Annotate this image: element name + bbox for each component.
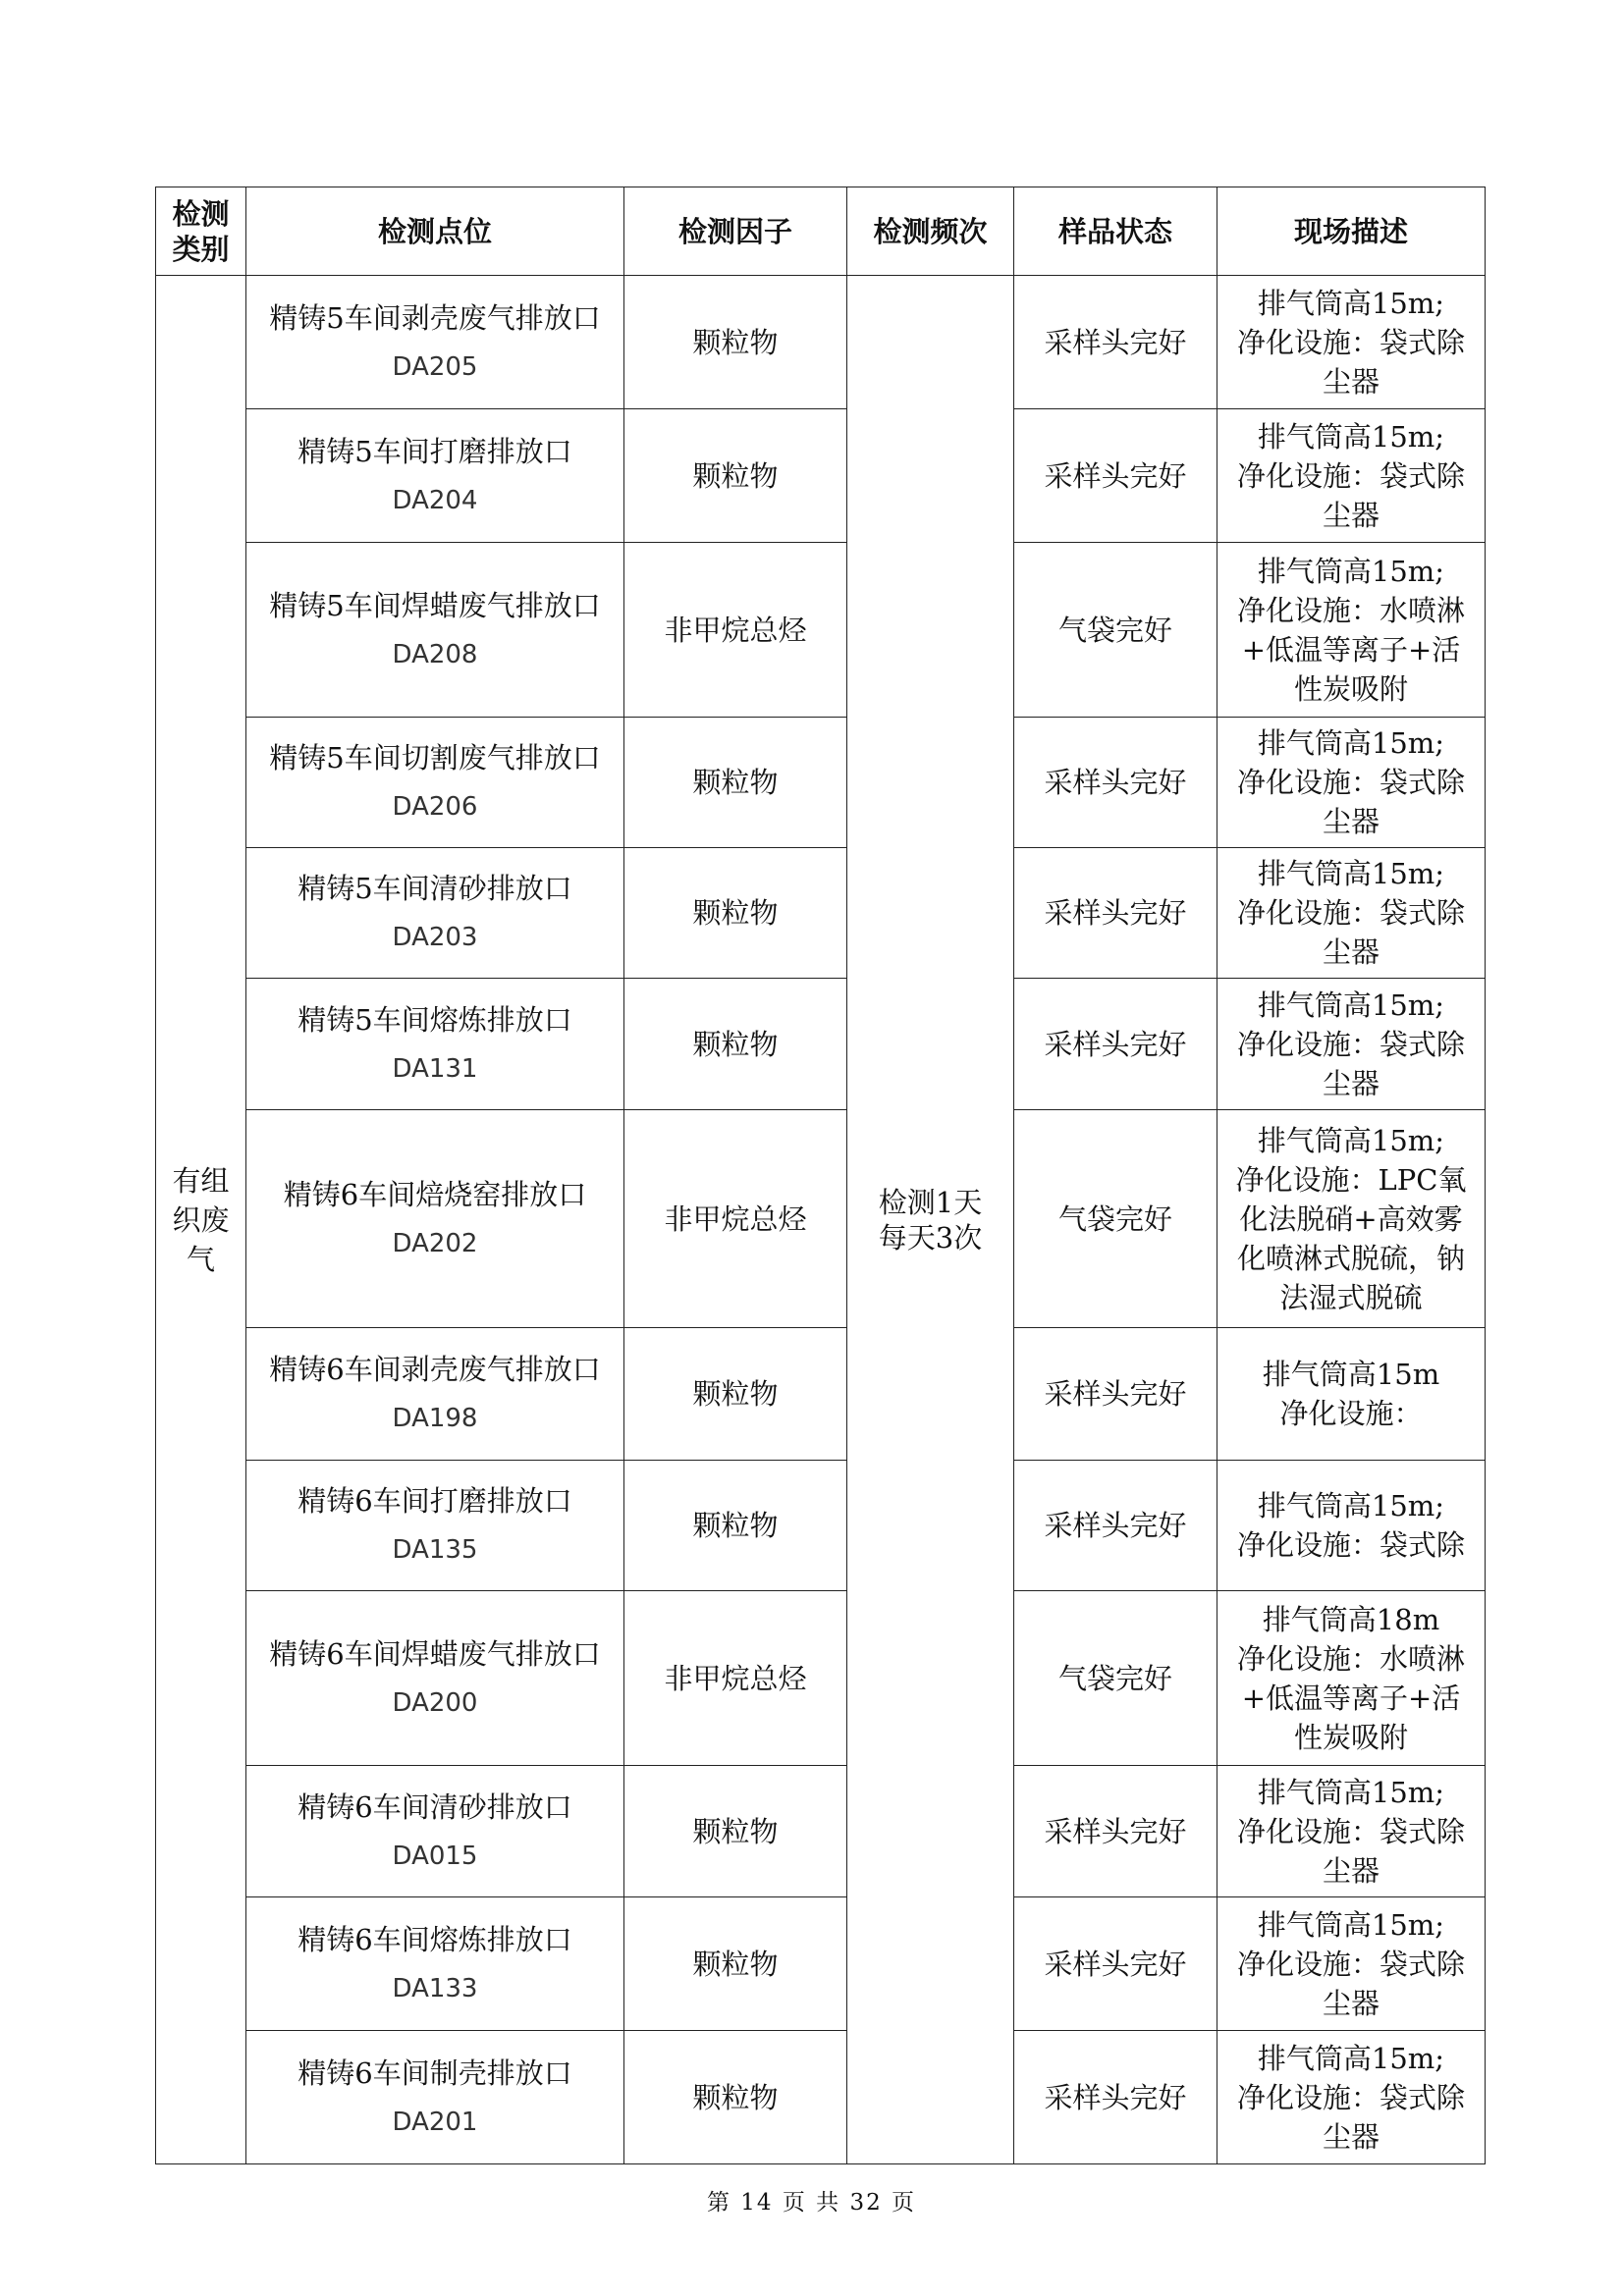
table-row <box>156 543 1486 718</box>
table-row <box>156 718 1486 848</box>
description-cell <box>1217 1461 1486 1591</box>
description-line: 净化设施： <box>1279 1397 1423 1430</box>
point-name: 精铸5车间熔炼排放口 <box>298 1002 572 1037</box>
point-name: 精铸6车间清砂排放口 <box>298 1789 572 1824</box>
description-line: 净化设施：水喷淋 <box>1236 593 1465 627</box>
point-code: DA131 <box>392 1053 478 1084</box>
point-cell <box>246 543 624 718</box>
description-line: 尘器 <box>1322 364 1380 399</box>
description-line: 排气筒高15m; <box>1257 1775 1445 1809</box>
factor-cell: 非甲烷总烃 <box>624 1591 847 1766</box>
point-code: DA205 <box>392 351 478 382</box>
state-cell: 气袋完好 <box>1014 1110 1217 1328</box>
table-row <box>156 409 1486 543</box>
description-cell <box>1217 1328 1486 1461</box>
point-cell <box>246 1766 624 1897</box>
description-cell <box>1217 543 1486 718</box>
table-row <box>156 1461 1486 1591</box>
point-code: DA133 <box>392 1973 478 2003</box>
header-row <box>156 187 1486 276</box>
description-line: 尘器 <box>1322 805 1380 838</box>
header-description: 现场描述 <box>1217 187 1486 276</box>
point-name: 精铸6车间打磨排放口 <box>298 1484 572 1518</box>
category-cell: 有组 织废 气 <box>156 276 246 2164</box>
description-line: 尘器 <box>1322 935 1380 969</box>
table-row <box>156 1328 1486 1461</box>
factor-cell: 颗粒物 <box>624 409 847 543</box>
table-row <box>156 1591 1486 1766</box>
point-cell <box>246 848 624 979</box>
description-cell <box>1217 979 1486 1110</box>
point-cell <box>246 1897 624 2031</box>
table-row <box>156 1897 1486 2031</box>
state-cell: 采样头完好 <box>1014 1328 1217 1461</box>
state-cell: 采样头完好 <box>1014 718 1217 848</box>
table-row <box>156 979 1486 1110</box>
factor-cell: 非甲烷总烃 <box>624 1110 847 1328</box>
frequency-cell: 检测1天 每天3次 <box>847 276 1014 2164</box>
point-code: DA204 <box>392 485 478 515</box>
point-cell <box>246 409 624 543</box>
state-cell: 采样头完好 <box>1014 1766 1217 1897</box>
state-cell: 采样头完好 <box>1014 1461 1217 1591</box>
point-name: 精铸6车间制壳排放口 <box>298 2056 572 2090</box>
description-cell <box>1217 1766 1486 1897</box>
point-name: 精铸5车间焊蜡废气排放口 <box>269 588 601 622</box>
point-cell <box>246 276 624 409</box>
factor-cell: 颗粒物 <box>624 848 847 979</box>
description-cell <box>1217 2031 1486 2164</box>
state-cell: 采样头完好 <box>1014 848 1217 979</box>
description-line: 排气筒高15m <box>1262 1358 1440 1391</box>
point-cell <box>246 2031 624 2164</box>
point-name: 精铸5车间清砂排放口 <box>298 872 572 905</box>
description-line: 净化设施：袋式除 <box>1236 766 1465 799</box>
header-frequency: 检测频次 <box>847 187 1014 276</box>
point-cell <box>246 1591 624 1766</box>
point-code: DA203 <box>392 923 478 952</box>
point-code: DA202 <box>392 1228 478 1258</box>
point-name: 精铸5车间切割废气排放口 <box>269 741 601 774</box>
point-name: 精铸6车间剥壳废气排放口 <box>269 1353 601 1386</box>
description-line: 排气筒高18m <box>1262 1602 1440 1636</box>
description-cell <box>1217 409 1486 543</box>
point-cell <box>246 1328 624 1461</box>
description-line: 净化设施：袋式除 <box>1236 1027 1465 1061</box>
description-line: 净化设施：袋式除 <box>1236 2080 1465 2114</box>
description-line: 排气筒高15m; <box>1257 1907 1445 1942</box>
factor-cell: 颗粒物 <box>624 276 847 409</box>
description-line: 排气筒高15m; <box>1257 1489 1445 1522</box>
description-cell <box>1217 1897 1486 2031</box>
description-line: +低温等离子+活 <box>1241 632 1461 667</box>
table-row <box>156 1110 1486 1328</box>
description-cell <box>1217 848 1486 979</box>
description-cell <box>1217 276 1486 409</box>
point-name: 精铸6车间焙烧窑排放口 <box>283 1177 587 1211</box>
description-cell <box>1217 1110 1486 1328</box>
factor-cell: 颗粒物 <box>624 1766 847 1897</box>
description-line: 尘器 <box>1322 1066 1380 1100</box>
factor-cell: 颗粒物 <box>624 1328 847 1461</box>
state-cell: 采样头完好 <box>1014 2031 1217 2164</box>
description-line: 性炭吸附 <box>1293 1720 1408 1754</box>
monitoring-table <box>155 187 1486 2164</box>
point-code: DA200 <box>392 1687 478 1718</box>
description-line: 排气筒高15m; <box>1257 726 1445 760</box>
description-line: 性炭吸附 <box>1293 671 1408 706</box>
description-line: 排气筒高15m; <box>1257 554 1445 588</box>
state-cell: 气袋完好 <box>1014 1591 1217 1766</box>
header-factor: 检测因子 <box>624 187 847 276</box>
description-line: 净化设施：袋式除 <box>1236 896 1465 930</box>
point-cell <box>246 1110 624 1328</box>
point-name: 精铸6车间焊蜡废气排放口 <box>269 1636 601 1671</box>
description-line: 净化设施：LPC氧 <box>1235 1162 1467 1197</box>
description-cell <box>1217 718 1486 848</box>
factor-cell: 颗粒物 <box>624 979 847 1110</box>
description-line: +低温等离子+活 <box>1241 1681 1461 1715</box>
point-cell <box>246 718 624 848</box>
description-line: 尘器 <box>1322 1853 1380 1888</box>
table-row <box>156 1766 1486 1897</box>
point-name: 精铸5车间打磨排放口 <box>298 434 572 468</box>
factor-cell: 颗粒物 <box>624 718 847 848</box>
point-name: 精铸6车间熔炼排放口 <box>298 1922 572 1956</box>
point-code: DA015 <box>392 1841 478 1871</box>
header-category: 检测 类别 <box>156 187 246 276</box>
description-line: 尘器 <box>1322 498 1380 532</box>
factor-cell: 颗粒物 <box>624 1897 847 2031</box>
state-cell: 采样头完好 <box>1014 1897 1217 2031</box>
state-cell: 气袋完好 <box>1014 543 1217 718</box>
description-line: 法湿式脱硫 <box>1279 1280 1423 1314</box>
factor-cell: 颗粒物 <box>624 2031 847 2164</box>
state-cell: 采样头完好 <box>1014 276 1217 409</box>
description-line: 尘器 <box>1322 1986 1380 2020</box>
state-cell: 采样头完好 <box>1014 979 1217 1110</box>
header-state: 样品状态 <box>1014 187 1217 276</box>
description-line: 排气筒高15m; <box>1257 2041 1445 2075</box>
description-line: 排气筒高15m; <box>1257 1123 1445 1157</box>
description-line: 化喷淋式脱硫，钠 <box>1236 1241 1465 1275</box>
point-code: DA208 <box>392 639 478 669</box>
table-row <box>156 2031 1486 2164</box>
point-code: DA198 <box>392 1404 478 1433</box>
description-line: 净化设施：袋式除 <box>1236 1814 1465 1848</box>
point-cell <box>246 979 624 1110</box>
point-cell <box>246 1461 624 1591</box>
factor-cell: 非甲烷总烃 <box>624 543 847 718</box>
state-cell: 采样头完好 <box>1014 409 1217 543</box>
description-line: 排气筒高15m; <box>1257 988 1445 1022</box>
description-line: 净化设施：袋式除 <box>1236 325 1465 359</box>
description-line: 净化设施：袋式除 <box>1236 1528 1465 1562</box>
description-line: 净化设施：袋式除 <box>1236 1947 1465 1981</box>
description-line: 排气筒高15m; <box>1257 286 1445 320</box>
point-code: DA135 <box>392 1535 478 1565</box>
description-line: 化法脱硝+高效雾 <box>1239 1201 1463 1236</box>
point-code: DA201 <box>392 2107 478 2137</box>
description-line: 排气筒高15m; <box>1257 857 1445 890</box>
factor-cell: 颗粒物 <box>624 1461 847 1591</box>
description-cell <box>1217 1591 1486 1766</box>
description-line: 净化设施：水喷淋 <box>1236 1641 1465 1676</box>
table-row <box>156 848 1486 979</box>
point-name: 精铸5车间剥壳废气排放口 <box>269 300 601 335</box>
description-line: 排气筒高15m; <box>1257 419 1445 454</box>
table-row <box>156 276 1486 409</box>
description-line: 尘器 <box>1322 2119 1380 2154</box>
point-code: DA206 <box>392 792 478 822</box>
description-line: 净化设施：袋式除 <box>1236 458 1465 493</box>
page-footer: 第 14 页 共 32 页 <box>706 2190 917 2216</box>
header-point: 检测点位 <box>246 187 624 276</box>
